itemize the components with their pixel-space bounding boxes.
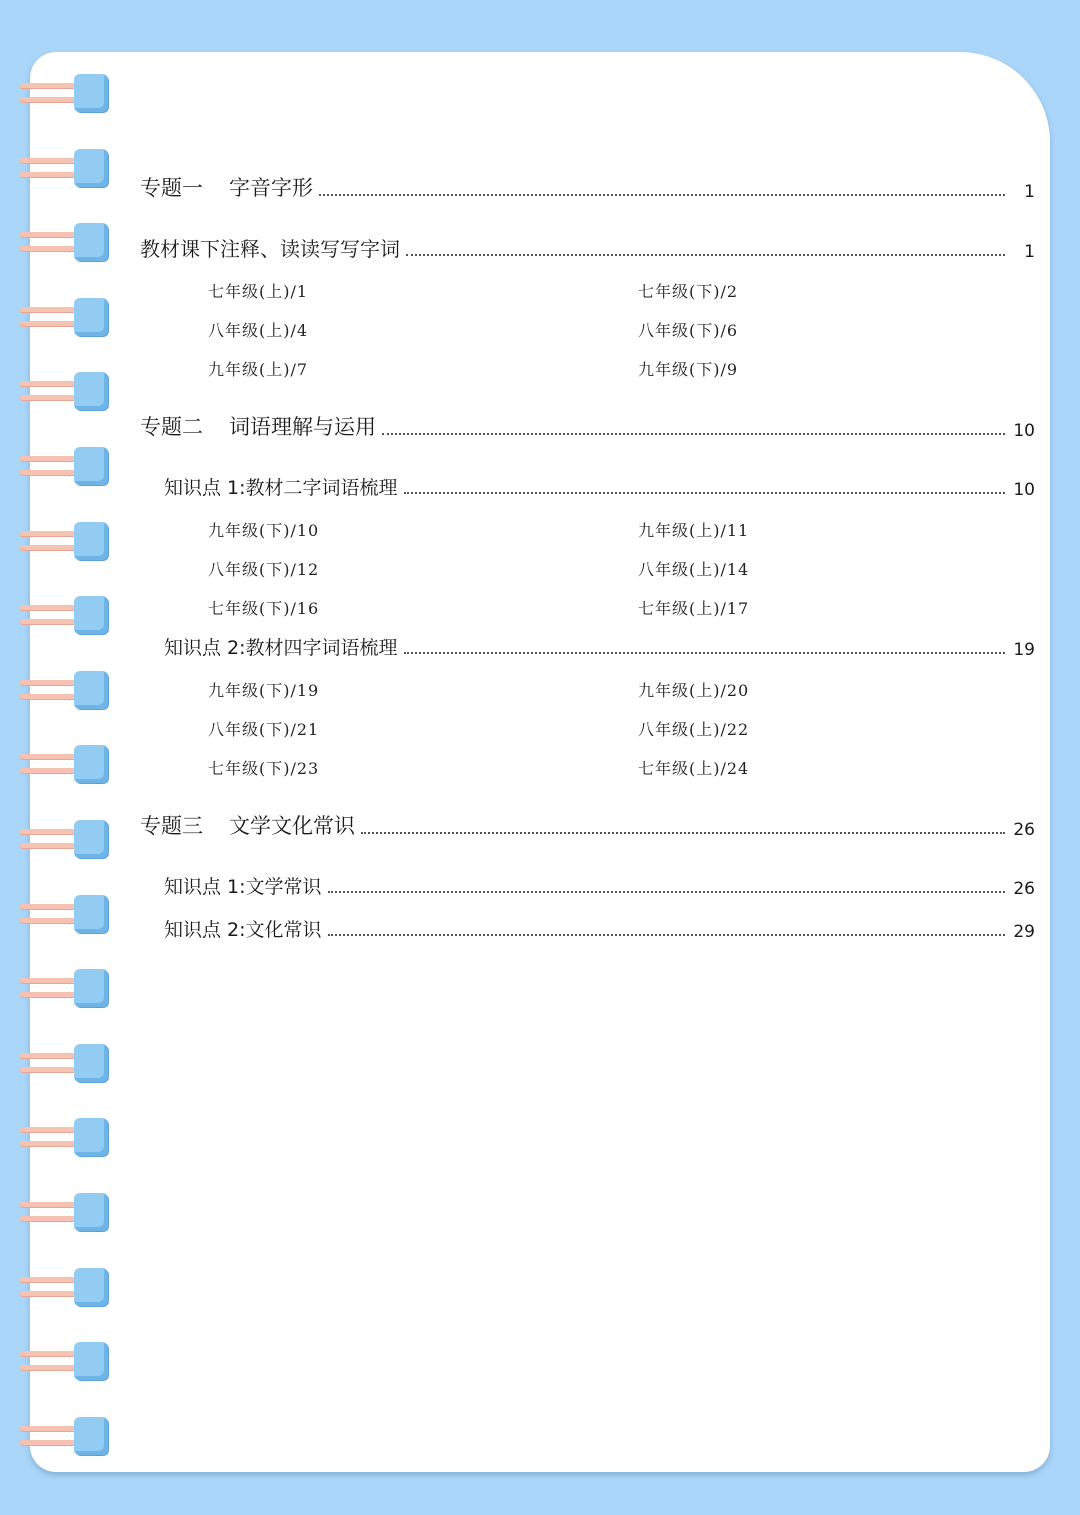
topic-1-title: 字音字形 [229,176,313,200]
topic-2-prefix: 专题二 [140,415,203,439]
section-1-page: 1 [1024,242,1035,262]
dot-leader [382,432,1005,435]
dot-leader [404,651,1005,654]
topic-2-title: 词语理解与运用 [229,415,376,439]
kp-3-page: 26 [1013,879,1035,899]
topic-1-page: 1 [1024,182,1035,202]
toc-subitem[interactable]: 七年级(上)/17 [638,599,750,618]
kp-4-title: 知识点 2:文化常识 [164,919,322,941]
kp-1-page: 10 [1013,480,1035,500]
toc-subitem[interactable]: 七年级(下)/2 [638,282,739,301]
toc-subitem[interactable]: 九年级(下)/19 [208,681,320,700]
toc-subitem[interactable]: 九年级(下)/10 [208,521,320,540]
toc-subitem[interactable]: 八年级(下)/12 [208,560,320,579]
toc-subitem[interactable]: 九年级(下)/9 [638,360,739,379]
dot-leader [328,933,1005,936]
toc-subitem[interactable]: 九年级(上)/7 [208,360,309,379]
toc-subitem[interactable]: 九年级(上)/11 [638,521,750,540]
kp-1-title: 知识点 1:教材二字词语梳理 [164,477,398,499]
toc-topic-2[interactable] [140,411,1035,441]
topic-1-prefix: 专题一 [140,176,203,200]
dot-leader [361,831,1005,834]
toc-subitem[interactable]: 八年级(上)/4 [208,321,309,340]
toc-subitem[interactable]: 七年级(下)/16 [208,599,320,618]
toc-section-1[interactable] [140,233,1035,262]
toc-subitem[interactable]: 八年级(上)/22 [638,720,750,739]
section-1-title: 教材课下注释、读读写写字词 [140,237,400,261]
toc-knowledge-point-2[interactable] [164,633,1035,660]
kp-2-page: 19 [1013,640,1035,660]
toc-subitem[interactable]: 八年级(下)/6 [638,321,739,340]
topic-3-page: 26 [1013,820,1035,840]
kp-3-title: 知识点 1:文学常识 [164,876,322,898]
dot-leader [406,253,1005,256]
toc-subitem[interactable]: 七年级(下)/23 [208,759,320,778]
topic-3-title: 文学文化常识 [229,814,355,838]
toc-subitem[interactable]: 八年级(上)/14 [638,560,750,579]
dot-leader [319,193,1005,196]
toc-subitem[interactable]: 七年级(上)/1 [208,282,309,301]
kp-4-page: 29 [1013,922,1035,942]
toc-subitem[interactable]: 九年级(上)/20 [638,681,750,700]
topic-2-page: 10 [1013,421,1035,441]
topic-3-prefix: 专题三 [140,814,203,838]
toc-knowledge-point-1[interactable] [164,473,1035,500]
kp-2-title: 知识点 2:教材四字词语梳理 [164,637,398,659]
toc-knowledge-point-3[interactable] [164,872,1035,899]
toc-subitem[interactable]: 八年级(下)/21 [208,720,320,739]
toc-subitem[interactable]: 七年级(上)/24 [638,759,750,778]
toc-topic-3[interactable] [140,810,1035,840]
dot-leader [404,491,1005,494]
toc-topic-1[interactable] [140,172,1035,202]
dot-leader [328,890,1005,893]
toc-knowledge-point-4[interactable] [164,915,1035,942]
